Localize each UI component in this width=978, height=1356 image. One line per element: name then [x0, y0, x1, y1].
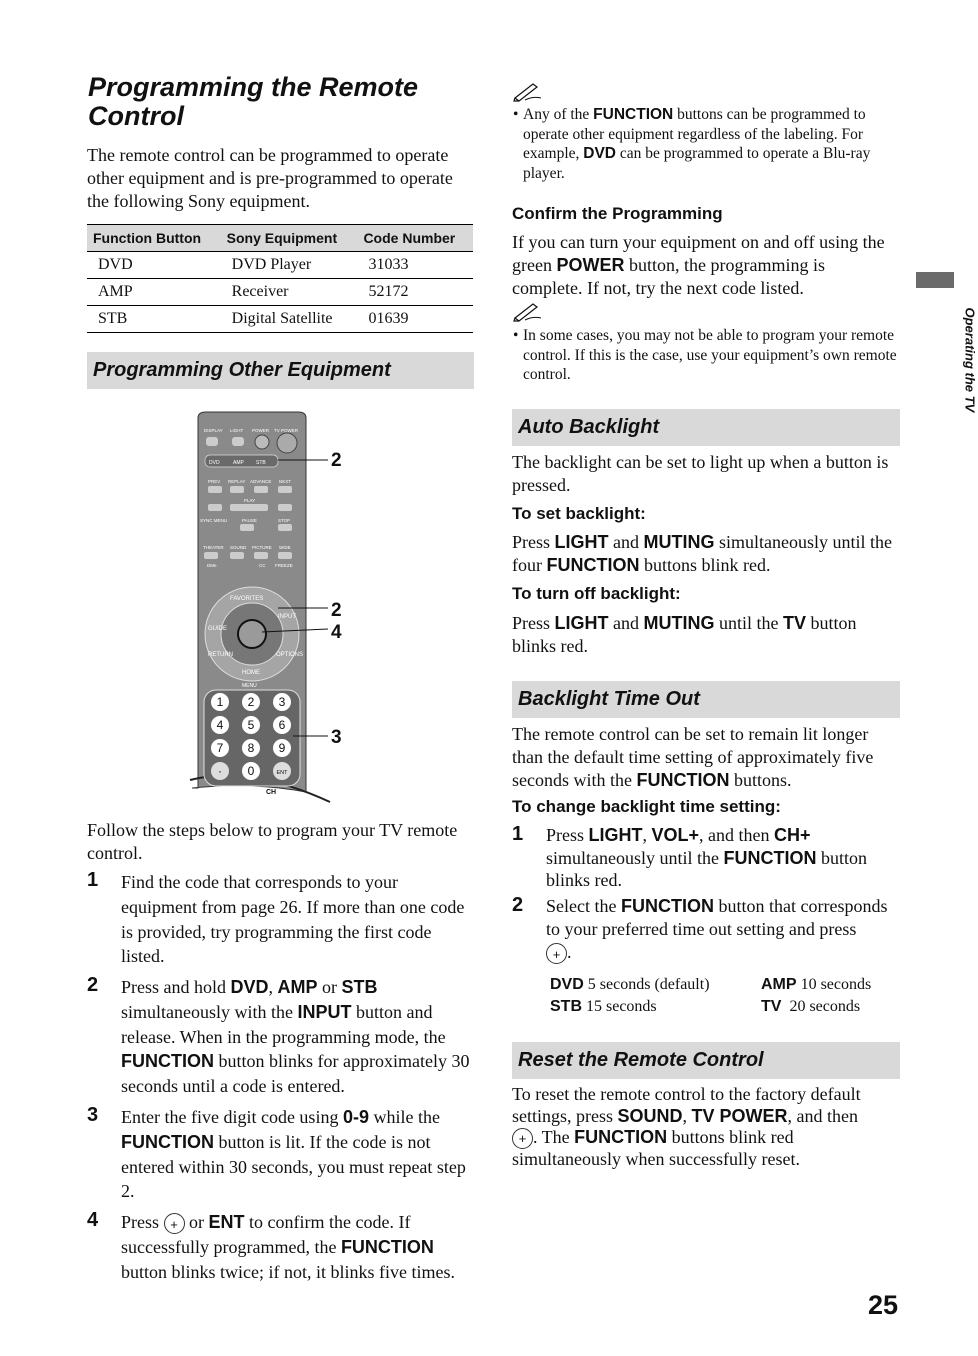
timeout-option-stb	[550, 996, 657, 1018]
table-cell: DVD	[87, 252, 221, 279]
remote-label-dme: DMe	[207, 563, 217, 568]
text-run: Select the	[546, 896, 621, 916]
remote-key-2: 2	[247, 695, 255, 709]
remote-key-dot: ·	[218, 764, 222, 778]
step-1-number: 1	[87, 869, 99, 891]
auto-intro: The backlight can be set to light up when a button is pressed.	[512, 452, 889, 495]
remote-label-picture: PICTURE	[252, 545, 272, 550]
text-run: buttons.	[729, 770, 792, 790]
table-row	[87, 279, 473, 306]
step-3-number: 3	[87, 1104, 99, 1126]
key-function: FUNCTION	[636, 770, 730, 790]
table-cell: Receiver	[221, 279, 358, 306]
callout-4-enter: 4	[331, 622, 342, 643]
text-run: , and then	[699, 825, 775, 845]
remote-control-drawing	[180, 410, 360, 805]
text-run: button is lit. If the code is not entered within 30 seconds, you must repeat step 2.	[121, 1131, 466, 1202]
text-run: button blinks for approximately 30 seconds until a code is entered.	[121, 1051, 470, 1097]
text-run: Press and hold	[121, 977, 231, 997]
timeout-option-amp	[761, 974, 871, 996]
remote-key-1: 1	[216, 695, 224, 709]
option-value: 20 seconds	[781, 998, 861, 1015]
text-run: or	[184, 1212, 209, 1232]
key-light: LIGHT	[554, 532, 609, 552]
remote-label-play: PLAY	[244, 498, 256, 503]
remote-label-home: HOME	[242, 670, 260, 676]
text-run: to confirm the code. If successfully programmed, the	[121, 1212, 411, 1257]
remote-label-return: RETURN	[208, 652, 233, 658]
timeout-step-2-number: 2	[512, 894, 524, 916]
remote-key-8: 8	[247, 741, 255, 755]
text-run: simultaneously with the	[121, 1001, 298, 1022]
key-ch-plus: CH+	[774, 825, 811, 845]
text-run: button and release. When in the programming mode, the	[121, 1001, 446, 1047]
header-function-button: Function Button	[87, 225, 221, 252]
timeout-step-1-number: 1	[512, 823, 524, 845]
step-2-number: 2	[87, 974, 99, 996]
side-tab-marker	[916, 272, 954, 288]
reset-text	[512, 1084, 900, 1171]
remote-label-freeze: FREEZE	[275, 563, 293, 568]
key-function: FUNCTION	[723, 847, 817, 868]
step-4-number: 4	[87, 1209, 99, 1231]
remote-label-cc: CC	[259, 563, 266, 568]
text-run: Enter the five digit code using	[121, 1107, 343, 1127]
remote-label-sound: SOUND	[230, 545, 247, 550]
note-pencil-icon	[513, 80, 543, 102]
confirm-text	[512, 231, 894, 300]
key-stb: STB	[341, 977, 378, 997]
key-function: FUNCTION	[121, 1131, 214, 1152]
note-2: In some cases, you may not be able to program your remote control. If this is the case, use your equipment’s own remote control.	[523, 327, 897, 383]
key-dvd: DVD	[550, 976, 584, 993]
timeout-option-tv	[761, 996, 860, 1018]
timeout-step-1-text	[546, 824, 898, 892]
remote-key-ent: ENT	[276, 770, 288, 776]
step-3-text	[121, 1105, 466, 1204]
remote-label-pause: PAUSE	[242, 518, 257, 523]
remote-label-tv-power: TV POWER	[274, 428, 299, 433]
key-tv-power: TV POWER	[691, 1105, 788, 1126]
set-backlight-heading: To set backlight:	[512, 504, 646, 523]
key-muting: MUTING	[643, 532, 715, 552]
note-pencil-icon	[513, 300, 543, 322]
table-row	[87, 252, 473, 279]
remote-label-next: NEXT	[279, 479, 292, 484]
option-value: 15 seconds	[582, 998, 657, 1015]
turn-off-backlight-text	[512, 612, 900, 658]
key-light: LIGHT	[554, 613, 609, 633]
text-run: Any of the	[523, 106, 594, 123]
timeout-intro	[512, 723, 902, 792]
key-function: FUNCTION	[574, 1127, 668, 1147]
key-function: FUNCTION	[546, 555, 640, 575]
text-run: . The	[533, 1127, 575, 1147]
text-run: button, the programming is complete. If not, try the next code listed.	[512, 255, 825, 298]
text-run: until the	[714, 613, 784, 633]
text-run: can be programmed to operate a Blu-ray player.	[523, 145, 871, 182]
enter-icon	[164, 1213, 185, 1234]
text-run: button blinks red.	[546, 847, 868, 890]
remote-label-wide: WIDE	[279, 545, 291, 550]
text-run: Press	[512, 613, 555, 633]
bullet: •	[513, 106, 519, 123]
callout-2-function: 2	[331, 450, 342, 471]
key-light: LIGHT	[588, 825, 643, 845]
key-tv: TV	[783, 613, 807, 633]
text-run: Press	[512, 532, 555, 552]
timeout-step-2-text	[546, 895, 901, 964]
callout-2-input: 2	[331, 600, 342, 621]
remote-label-stop: STOP	[278, 518, 291, 523]
enter-icon	[512, 1128, 533, 1149]
confirm-heading: Confirm the Programming	[512, 204, 723, 223]
callout-3-digits: 3	[331, 727, 342, 748]
text-run: buttons blink red simultaneously when successfully reset.	[512, 1127, 800, 1170]
table-cell: AMP	[87, 279, 221, 306]
option-value: 10 seconds	[796, 976, 872, 993]
text-run: , and then	[787, 1105, 859, 1126]
table-cell: 31033	[357, 252, 473, 279]
text-run: .	[567, 942, 572, 962]
text-run: and	[608, 532, 644, 552]
text-run: button blinks red.	[512, 613, 857, 656]
key-dvd: DVD	[583, 145, 616, 162]
header-sony-equipment: Sony Equipment	[221, 225, 358, 252]
key-ent: ENT	[208, 1212, 245, 1232]
key-sound: SOUND	[617, 1105, 683, 1126]
page-title: Programming the Remote Control	[88, 72, 419, 131]
text-run: button blinks twice; if not, it blinks five times.	[121, 1261, 455, 1282]
remote-label-favorites: FAVORITES	[230, 596, 264, 602]
remote-illustration	[180, 410, 360, 805]
bullet: •	[513, 327, 519, 344]
table-cell: Digital Satellite	[221, 306, 358, 333]
header-code-number: Code Number	[357, 225, 473, 252]
table-row	[87, 306, 473, 333]
text-run: The remote control can be set to remain lit longer than the default time setting of approximately five seconds with the	[512, 724, 874, 790]
remote-label-guide: GUIDE	[208, 626, 228, 632]
section-other-equipment	[87, 352, 474, 389]
key-muting: MUTING	[643, 613, 715, 633]
step-1-text: Find the code that corresponds to your equipment from page 26. If more than one code is provided, try programming the first code listed.	[121, 872, 465, 967]
text-run: buttons blink red.	[639, 555, 771, 575]
text-run: buttons can be programmed to operate other equipment regardless of the labeling. For example,	[523, 106, 866, 162]
key-tv: TV	[761, 998, 782, 1015]
key-vol-plus: VOL+	[651, 825, 700, 845]
text-run: ,	[268, 977, 278, 997]
key-input: INPUT	[297, 1001, 352, 1022]
key-dvd: DVD	[230, 977, 269, 997]
table-cell: STB	[87, 306, 221, 333]
change-backlight-heading: To change backlight time setting:	[512, 797, 781, 816]
key-function: FUNCTION	[340, 1236, 434, 1257]
section-backlight-time-out	[512, 681, 900, 718]
key-amp: AMP	[761, 976, 797, 993]
key-function: FUNCTION	[593, 106, 674, 123]
remote-key-9: 9	[278, 741, 286, 755]
text-run: simultaneously until the	[546, 847, 724, 868]
key-power: POWER	[556, 255, 625, 275]
remote-key-5: 5	[247, 718, 255, 732]
intro-text: The remote control can be programmed to operate other equipment and is pre-programmed to operate the following Sony equipment.	[87, 145, 453, 211]
text-run: button that corresponds to your preferred time out setting and press	[546, 896, 888, 939]
remote-label-replay: REPLAY	[228, 479, 246, 484]
remote-label-sync-menu: SYNC MENU	[200, 518, 228, 523]
remote-label-menu: MENU	[242, 683, 257, 689]
text-run: simultaneously until the four	[512, 532, 893, 575]
turn-off-backlight-heading: To turn off backlight:	[512, 584, 681, 603]
table-cell: DVD Player	[221, 252, 358, 279]
remote-func-dvd: DVD	[209, 460, 220, 466]
text-run: Press	[121, 1212, 164, 1232]
note-1	[523, 105, 903, 183]
table-cell: 01639	[357, 306, 473, 333]
remote-func-amp: AMP	[233, 460, 244, 466]
text-run: ,	[682, 1105, 692, 1126]
key-function: FUNCTION	[620, 896, 714, 916]
text-run: If you can turn your equipment on and off using the green	[512, 232, 885, 275]
remote-func-stb: STB	[256, 460, 266, 466]
remote-key-3: 3	[278, 695, 286, 709]
page-number: 25	[868, 1290, 899, 1320]
remote-label-options: OPTIONS	[276, 652, 304, 658]
code-table	[87, 224, 473, 333]
remote-label-prev: PREV	[208, 479, 221, 484]
side-section-label: Operating the TV	[962, 307, 978, 413]
section-reset-remote	[512, 1042, 900, 1079]
section-auto-backlight	[512, 409, 900, 446]
code-table-header	[87, 225, 473, 252]
key-function: FUNCTION	[121, 1051, 214, 1072]
text-run: and	[608, 613, 644, 633]
remote-label-light: LIGHT	[230, 428, 244, 433]
text-run: To reset the remote control to the factory default settings, press	[512, 1084, 861, 1126]
timeout-option-dvd	[550, 974, 710, 996]
set-backlight-text	[512, 531, 900, 577]
remote-key-6: 6	[278, 718, 286, 732]
remote-label-display: DISPLAY	[204, 428, 223, 433]
section-heading: Reset the Remote Control	[518, 1049, 764, 1071]
section-heading: Auto Backlight	[518, 416, 660, 438]
remote-label-power: POWER	[252, 428, 270, 433]
key-0-9: 0-9	[342, 1107, 369, 1127]
section-heading: Backlight Time Out	[518, 688, 700, 710]
text-run: while the	[368, 1107, 440, 1127]
remote-key-0: 0	[247, 764, 255, 778]
enter-icon	[546, 943, 567, 964]
text-run: or	[317, 977, 342, 997]
option-value: 5 seconds (default)	[583, 976, 710, 993]
step-4-text	[121, 1210, 481, 1284]
key-stb: STB	[550, 998, 582, 1015]
remote-label-advance: ADVANCE	[250, 479, 272, 484]
key-amp: AMP	[277, 977, 318, 997]
remote-key-7: 7	[216, 741, 224, 755]
remote-key-4: 4	[216, 718, 224, 732]
follow-text: Follow the steps below to program your TV remote control.	[87, 820, 458, 863]
step-2-text	[121, 975, 471, 1099]
section-heading: Programming Other Equipment	[93, 359, 391, 381]
remote-label-input: INPUT	[278, 614, 296, 620]
text-run: ,	[642, 825, 652, 845]
remote-label-theater: THEATER	[203, 545, 224, 550]
remote-label-ch: CH	[266, 789, 277, 796]
table-cell: 52172	[357, 279, 473, 306]
text-run: Press	[546, 825, 589, 845]
